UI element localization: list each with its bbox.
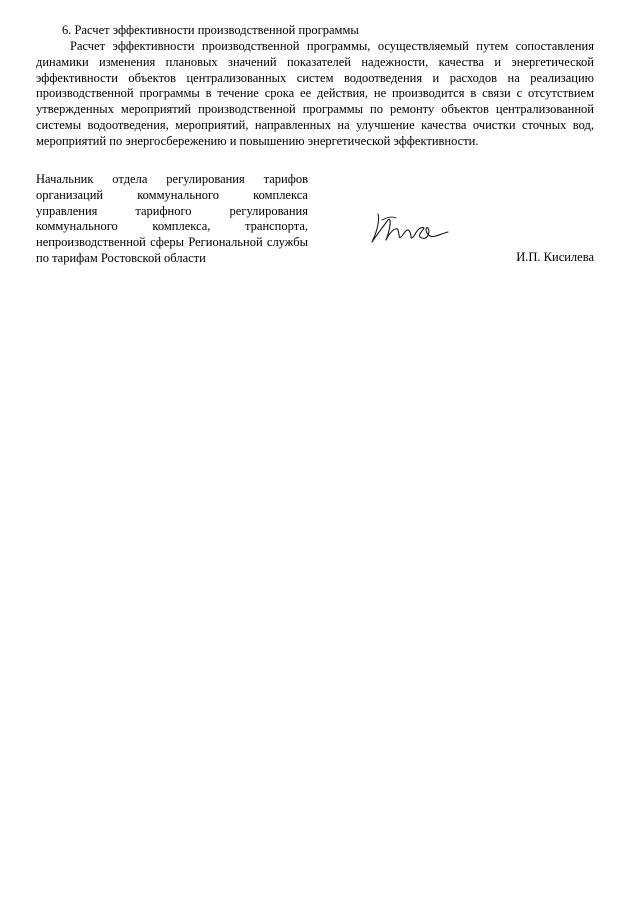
signer-position-title: Начальник отдела регулирования тарифов организаций коммунального комплекса управления тарифного регулирования коммунального комплекса, транспорта, непроизводственной сферы Региональной службы по тарифам Ростовской области <box>36 172 308 265</box>
section-paragraph: Расчет эффективности производственной программы, осуществляемый путем сопоставления динамики изменения плановых значений показателей надежности, качества и энергетической эффективности объектов централизованных систем водоотведения и расходов на реализацию производственной программы в течение срока ее действия, не производится в связи с отсутствием утвержденных мероприятий производственной программы по ремонту объектов централизованной системы водоотведения, мероприятий, направленных на улучшение качества очистки сточных вод, мероприятий по энергосбережению и повышению энергетической эффективности. <box>36 39 594 148</box>
section-heading: 6. Расчет эффективности производственной программы <box>62 23 359 37</box>
signer-name: И.П. Кисилева <box>516 250 594 264</box>
handwritten-signature-icon <box>368 206 452 252</box>
